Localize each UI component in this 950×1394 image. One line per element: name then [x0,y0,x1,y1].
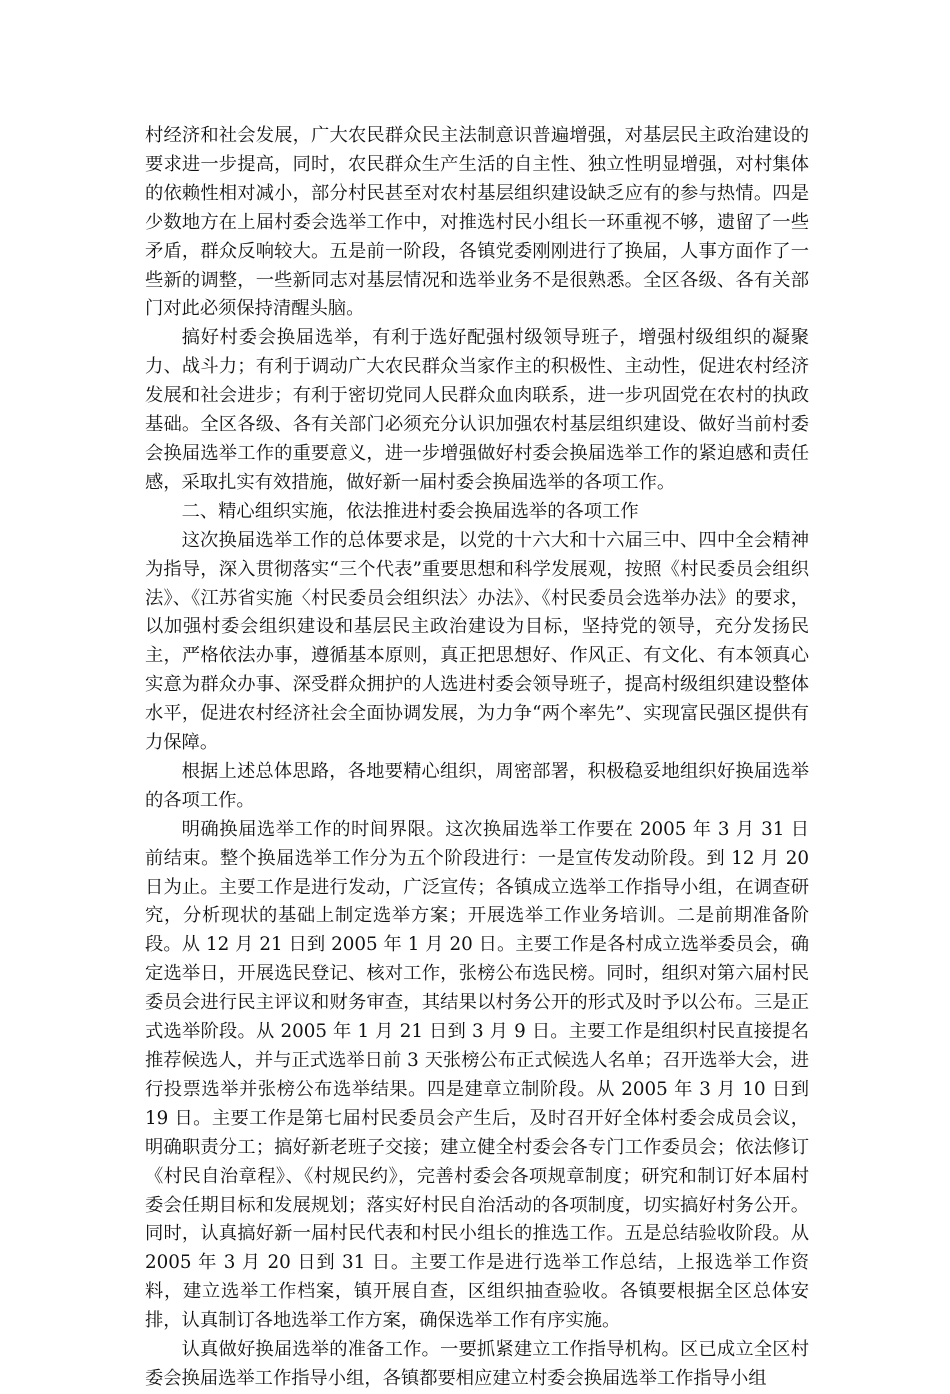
paragraph-4: 根据上述总体思路，各地要精心组织，周密部署，积极稳妥地组织好换届选举的各项工作。 [145,760,809,811]
paragraph-3: 这次换届选举工作的总体要求是，以党的十六大和十六届三中、四中全会精神为指导，深入贯彻落实“三个代表”重要思想和科学发展观，按照《村民委员会组织法》、《江苏省实施〈村民委员会组织法〉办法》、《村民委员会选举办法》的要求，以加强村委会组织建设和基层民主政治建设为目标，坚持党的领导，充分发扬民主，严格依法办事，遵循基本原则，真正把思想好、作风正、有文化、有本领真心实意为群众办事、深受群众拥护的人选进村委会领导班子，提高村级组织建设整体水平，促进农村经济社会全面协调发展，为力争“两个率先”、实现富民强区提供有力保障。 [145,529,809,754]
paragraph-2: 搞好村委会换届选举，有利于选好配强村级领导班子，增强村级组织的凝聚力、战斗力；有利于调动广大农民群众当家作主的积极性、主动性，促进农村经济发展和社会进步；有利于密切党同人民群众血肉联系，进一步巩固党在农村的执政基础。全区各级、各有关部门必须充分认识加强农村基层组织建设、做好当前村委会换届选举工作的重要意义，进一步增强做好村委会换届选举工作的紧迫感和责任感，采取扎实有效措施，做好新一届村委会换届选举的各项工作。 [145,327,809,493]
paragraph-1: 村经济和社会发展，广大农民群众民主法制意识普遍增强，对基层民主政治建设的要求进一步提高，同时，农民群众生产生活的自主性、独立性明显增强，对村集体的依赖性相对减小，部分村民甚至对农村基层组织建设缺乏应有的参与热情。四是少数地方在上届村委会选举工作中，对推选村民小组长一环重视不够，遗留了一些矛盾，群众反响较大。五是前一阶段，各镇党委刚刚进行了换届，人事方面作了一些新的调整，一些新同志对基层情况和选举业务不是很熟悉。全区各级、各有关部门对此必须保持清醒头脑。 [145,125,809,320]
paragraph-5: 明确换届选举工作的时间界限。这次换届选举工作要在 2005 年 3 月 31 日前结束。整个换届选举工作分为五个阶段进行：一是宣传发动阶段。到 12 月 20 日为止。主要工作是进行发动，广泛宣传；各镇成立选举工作指导小组，在调查研究，分析现状的基础上制定选举方案；开展选举工作业务培训。二是前期准备阶段。从 12 月 21 日到 2005 年 1 月 20 日。主要工作是各村成立选举委员会，确定选举日，开展选民登记、核对工作，张榜公布选民榜。同时，组织对第六届村民委员会进行民主评议和财务审查，其结果以村务公开的形式及时予以公布。三是正式选举阶段。从 2005 年 1 月 21 日到 3 月 9 日。主要工作是组织村民直接提名推荐候选人，并与正式选举日前 3 天张榜公布正式候选人名单；召开选举大会，进行投票选举并张榜公布选举结果。四是建章立制阶段。从 2005 年 3 月 10 日到 19 日。主要工作是第七届村民委员会产生后，及时召开好全体村委会成员会议，明确职责分工；搞好新老班子交接；建立健全村委会各专门工作委员会；依法修订《村民自治章程》、《村规民约》，完善村委会各项规章制度；研究和制订好本届村委会任期目标和发展规划；落实好村民自治活动的各项制度，切实搞好村务公开。同时，认真搞好新一届村民代表和村民小组长的推选工作。五是总结验收阶段。从 2005 年 3 月 20 日到 31 日。主要工作是进行选举工作总结，上报选举工作资料，建立选举工作档案，镇开展自查，区组织抽查验收。各镇要根据全区总体安排，认真制订各地选举工作方案，确保选举工作有序实施。 [145,818,809,1332]
section-heading: 二、精心组织实施，依法推进村委会换届选举的各项工作 [181,500,639,522]
document-body [145,122,809,1394]
paragraph-6: 认真做好换届选举的准备工作。一要抓紧建立工作指导机构。区已成立全区村委会换届选举工作指导小组，各镇都要相应建立村委会换届选举工作指导小组 [145,1339,809,1389]
